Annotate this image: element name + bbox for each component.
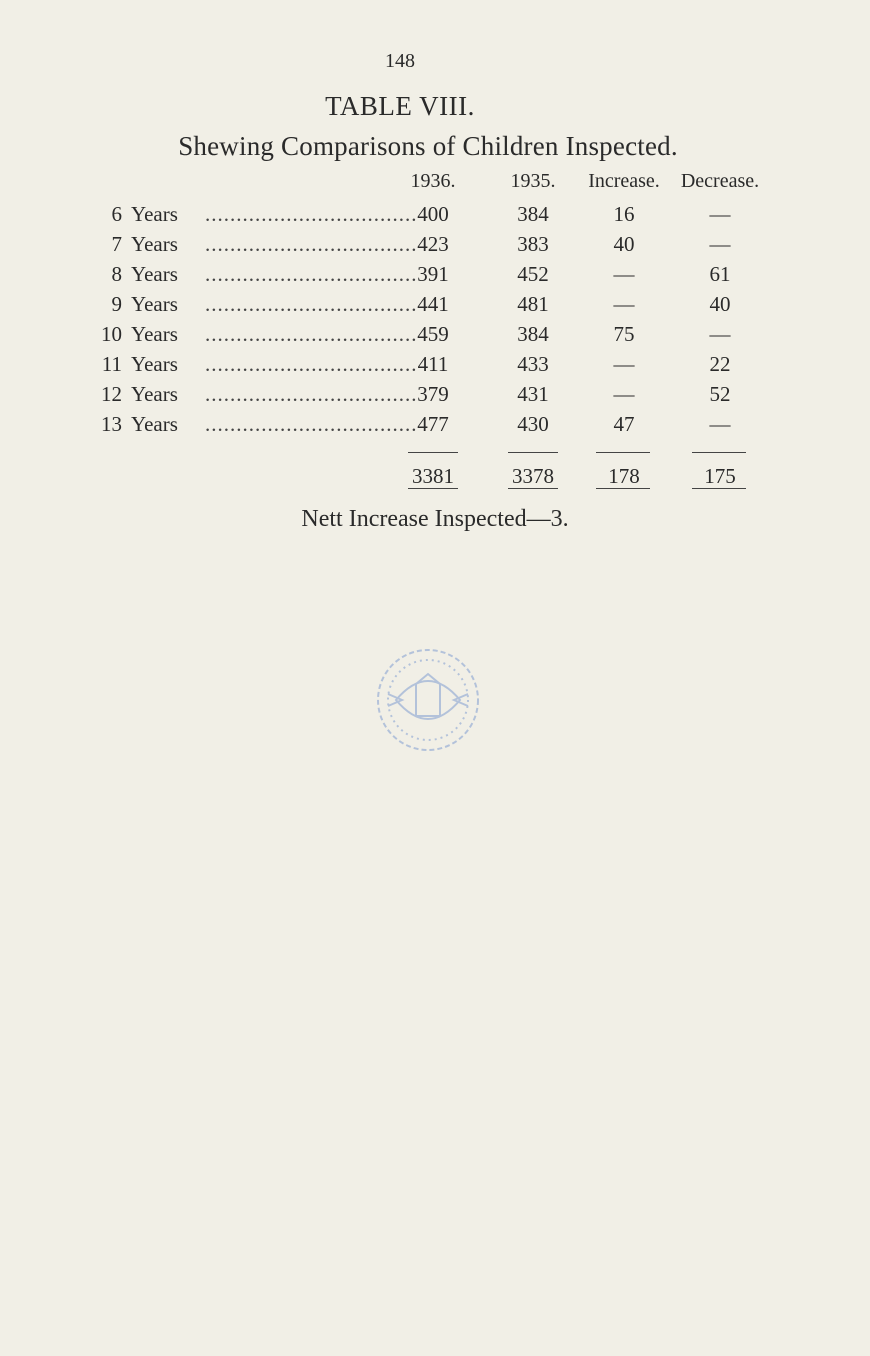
cell-1935: 481 bbox=[517, 292, 549, 316]
cell-decrease: — bbox=[709, 322, 731, 346]
rule-below-total-1935 bbox=[508, 488, 558, 489]
leader-dots: .................................. bbox=[205, 292, 418, 316]
rule-above-total-1935 bbox=[508, 452, 558, 453]
row-unit: Years bbox=[131, 262, 178, 286]
row-age: 13 bbox=[101, 412, 122, 436]
cell-increase: 40 bbox=[613, 232, 635, 256]
cell-1935: 383 bbox=[517, 232, 549, 256]
row-unit: Years bbox=[131, 412, 178, 436]
cell-decrease: 52 bbox=[709, 382, 731, 406]
row-unit: Years bbox=[131, 382, 178, 406]
cell-increase: — bbox=[613, 382, 635, 406]
leader-dots: .................................. bbox=[205, 322, 418, 346]
page-number: 148 bbox=[385, 50, 415, 72]
row-unit: Years bbox=[131, 292, 178, 316]
column-header-increase: Increase. bbox=[588, 170, 660, 192]
leader-dots: .................................. bbox=[205, 382, 418, 406]
totals-row bbox=[0, 464, 800, 494]
library-stamp-icon bbox=[368, 640, 488, 760]
table-row bbox=[0, 262, 800, 292]
table-row bbox=[0, 292, 800, 322]
cell-1935: 384 bbox=[517, 202, 549, 226]
column-header-1936: 1936. bbox=[410, 170, 456, 192]
total-1936: 3381 bbox=[412, 464, 454, 488]
row-unit: Years bbox=[131, 232, 178, 256]
total-increase: 178 bbox=[608, 464, 640, 488]
row-age: 11 bbox=[101, 352, 122, 376]
table-row bbox=[0, 352, 800, 382]
rule-below-total-decrease bbox=[692, 488, 746, 489]
table-title: TABLE VIII. bbox=[325, 91, 475, 121]
cell-decrease: — bbox=[709, 412, 731, 436]
cell-1936: 423 bbox=[417, 232, 449, 256]
table-row bbox=[0, 202, 800, 232]
cell-1935: 384 bbox=[517, 322, 549, 346]
cell-1936: 379 bbox=[417, 382, 449, 406]
leader-dots: .................................. bbox=[205, 412, 418, 436]
cell-increase: — bbox=[613, 262, 635, 286]
row-age: 8 bbox=[111, 262, 122, 286]
row-unit: Years bbox=[131, 352, 178, 376]
cell-1936: 400 bbox=[417, 202, 449, 226]
cell-decrease: — bbox=[709, 232, 731, 256]
column-header-1935: 1935. bbox=[510, 170, 556, 192]
rule-above-total-1936 bbox=[408, 452, 458, 453]
row-age: 10 bbox=[101, 322, 122, 346]
cell-increase: — bbox=[613, 292, 635, 316]
cell-decrease: — bbox=[709, 202, 731, 226]
table-row bbox=[0, 382, 800, 412]
cell-1936: 459 bbox=[417, 322, 449, 346]
table-row bbox=[0, 412, 800, 442]
cell-decrease: 61 bbox=[709, 262, 731, 286]
rule-below-total-1936 bbox=[408, 488, 458, 489]
cell-1935: 433 bbox=[517, 352, 549, 376]
cell-increase: 75 bbox=[613, 322, 635, 346]
leader-dots: .................................. bbox=[205, 262, 418, 286]
cell-1936: 477 bbox=[417, 412, 449, 436]
cell-decrease: 40 bbox=[709, 292, 731, 316]
leader-dots: .................................. bbox=[205, 232, 418, 256]
table-row bbox=[0, 232, 800, 262]
row-age: 9 bbox=[111, 292, 122, 316]
cell-1935: 430 bbox=[517, 412, 549, 436]
row-unit: Years bbox=[131, 202, 178, 226]
row-age: 7 bbox=[111, 232, 122, 256]
rule-above-total-decrease bbox=[692, 452, 746, 453]
rule-below-total-increase bbox=[596, 488, 650, 489]
row-age: 12 bbox=[101, 382, 122, 406]
rule-above-total-increase bbox=[596, 452, 650, 453]
column-header-decrease: Decrease. bbox=[680, 170, 760, 192]
cell-increase: 16 bbox=[613, 202, 635, 226]
cell-1936: 411 bbox=[417, 352, 449, 376]
cell-1935: 452 bbox=[517, 262, 549, 286]
cell-increase: — bbox=[613, 352, 635, 376]
cell-1935: 431 bbox=[517, 382, 549, 406]
leader-dots: .................................. bbox=[205, 352, 418, 376]
total-1935: 3378 bbox=[512, 464, 554, 488]
row-age: 6 bbox=[111, 202, 122, 226]
cell-1936: 441 bbox=[417, 292, 449, 316]
leader-dots: .................................. bbox=[205, 202, 418, 226]
table-row bbox=[0, 322, 800, 352]
nett-increase-note: Nett Increase Inspected—3. bbox=[301, 506, 569, 532]
cell-increase: 47 bbox=[613, 412, 635, 436]
cell-1936: 391 bbox=[417, 262, 449, 286]
table-subtitle: Shewing Comparisons of Children Inspected. bbox=[178, 131, 678, 161]
total-decrease: 175 bbox=[704, 464, 736, 488]
cell-decrease: 22 bbox=[709, 352, 731, 376]
row-unit: Years bbox=[131, 322, 178, 346]
